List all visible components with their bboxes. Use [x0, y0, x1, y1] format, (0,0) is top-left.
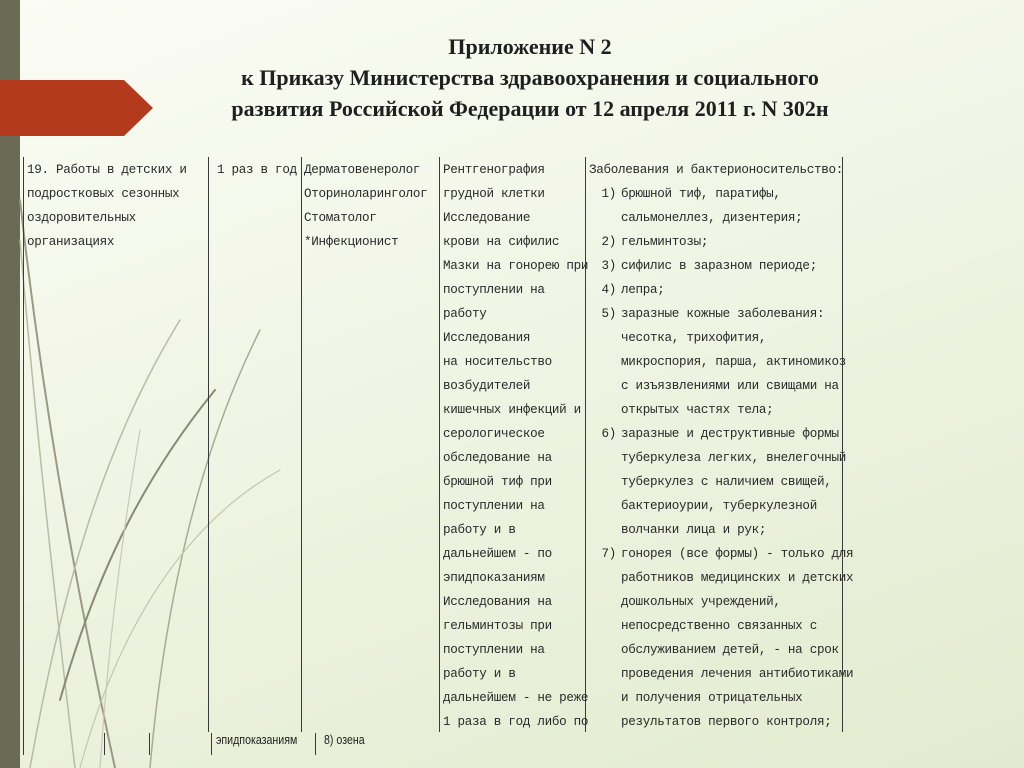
study-line: обследование на — [443, 451, 552, 465]
study-line: Мазки на гонорею при — [443, 259, 589, 273]
study-line: 1 раза в год либо по — [443, 715, 589, 729]
contraindications-header: Заболевания и бактерионосительство: — [589, 163, 844, 177]
study-line: работу и в — [443, 523, 516, 537]
work-type-cell — [27, 158, 187, 254]
study-line: работу — [443, 307, 487, 321]
study-line: крови на сифилис — [443, 235, 560, 249]
doctor-line: *Инфекционист — [304, 235, 399, 249]
study-line: поступлении на — [443, 283, 545, 297]
bottom-tick-1 — [104, 733, 105, 755]
list-item-number: 5) — [601, 307, 616, 321]
table-border-2 — [301, 157, 302, 732]
title-line-1: Приложение N 2 — [448, 34, 612, 59]
study-line: возбудителей — [443, 379, 531, 393]
work-type-line: оздоровительных — [27, 211, 136, 225]
list-item-line: заразные кожные заболевания: — [621, 307, 825, 321]
page-title — [150, 31, 910, 124]
study-line: гельминтозы при — [443, 619, 552, 633]
list-item-line: гонорея (все формы) - только для — [621, 547, 854, 561]
list-item-line: результатов первого контроля; — [621, 715, 832, 729]
list-item-line: волчанки лица и рук; — [621, 523, 767, 537]
study-line: работу и в — [443, 667, 516, 681]
bottom-fragment-left: эпидпоказаниям — [216, 733, 298, 747]
title-line-2: к Приказу Министерства здравоохранения и социального — [241, 65, 819, 90]
list-item-line: обслуживанием детей, - на срок — [621, 643, 839, 657]
list-item — [589, 542, 853, 734]
list-item-line: брюшной тиф, паратифы, — [621, 187, 781, 201]
bottom-tick-3 — [211, 733, 212, 755]
study-line: дальнейшем - не реже — [443, 691, 589, 705]
list-item-line: бактериоурии, туберкулезной — [621, 499, 817, 513]
contraindications-cell — [589, 158, 853, 734]
study-line: поступлении на — [443, 643, 545, 657]
list-item-line: работников медицинских и детских — [621, 571, 854, 585]
study-line: Исследования — [443, 331, 531, 345]
list-item-line: чесотка, трихофития, — [621, 331, 767, 345]
list-item-number: 2) — [601, 235, 616, 249]
list-item-number: 3) — [601, 259, 616, 273]
study-line: дальнейшем - по — [443, 547, 552, 561]
work-type-line: организациях — [27, 235, 115, 249]
study-line: Исследования на — [443, 595, 552, 609]
list-item-line: заразные и деструктивные формы — [621, 427, 839, 441]
list-item — [589, 302, 853, 422]
table-border-1 — [208, 157, 209, 732]
doctors-cell — [304, 158, 427, 254]
list-item — [589, 230, 853, 254]
study-line: эпидпоказаниям — [443, 571, 545, 585]
study-line: грудной клетки — [443, 187, 545, 201]
doctor-line: Стоматолог — [304, 211, 377, 225]
table-border-3 — [439, 157, 440, 732]
list-item-line: гельминтозы; — [621, 235, 709, 249]
title-line-3: развития Российской Федерации от 12 апреля 2011 г. N 302н — [231, 96, 829, 121]
study-line: Исследование — [443, 211, 531, 225]
bottom-fragment-right: 8) озена — [324, 733, 365, 747]
list-item-line: дошкольных учреждений, — [621, 595, 781, 609]
work-type-line: подростковых сезонных — [27, 187, 180, 201]
list-item-line: непосредственно связанных с — [621, 619, 817, 633]
study-line: на носительство — [443, 355, 552, 369]
bottom-tick-2 — [149, 733, 150, 755]
table-border-left — [23, 157, 24, 755]
doctor-line: Дерматовенеролог — [304, 163, 421, 177]
list-item-line: лепра; — [621, 283, 665, 297]
list-item — [589, 254, 853, 278]
list-item-number: 7) — [601, 547, 616, 561]
study-line: серологическое — [443, 427, 545, 441]
list-item-line: сифилис в заразном периоде; — [621, 259, 817, 273]
study-line: брюшной тиф при — [443, 475, 552, 489]
study-line: Рентгенография — [443, 163, 545, 177]
list-item-number: 1) — [601, 187, 616, 201]
list-item-line: туберкулез с наличием свищей, — [621, 475, 832, 489]
list-item-line: и получения отрицательных — [621, 691, 803, 705]
list-item-line: микроспория, парша, актиномикоз — [621, 355, 846, 369]
list-item-line: туберкулеза легких, внелегочный — [621, 451, 846, 465]
list-item-number: 4) — [601, 283, 616, 297]
list-item-number: 6) — [601, 427, 616, 441]
study-line: поступлении на — [443, 499, 545, 513]
list-item-line: сальмонеллез, дизентерия; — [621, 211, 803, 225]
list-item-line: проведения лечения антибиотиками — [621, 667, 854, 681]
red-accent-arrow — [0, 80, 153, 136]
list-item — [589, 182, 853, 230]
work-type-line: 19. Работы в детских и — [27, 163, 187, 177]
bottom-tick-4 — [315, 733, 316, 755]
list-item-line: с изъязвлениями или свищами на — [621, 379, 839, 393]
studies-cell — [443, 158, 588, 734]
frequency-line: 1 раз в год — [217, 163, 297, 177]
list-item — [589, 278, 853, 302]
doctor-line: Оториноларинголог — [304, 187, 428, 201]
grass-stems-decoration — [20, 200, 280, 768]
study-line: кишечных инфекций и — [443, 403, 581, 417]
frequency-cell — [217, 158, 297, 182]
list-item-line: открытых частях тела; — [621, 403, 774, 417]
list-item — [589, 422, 853, 542]
